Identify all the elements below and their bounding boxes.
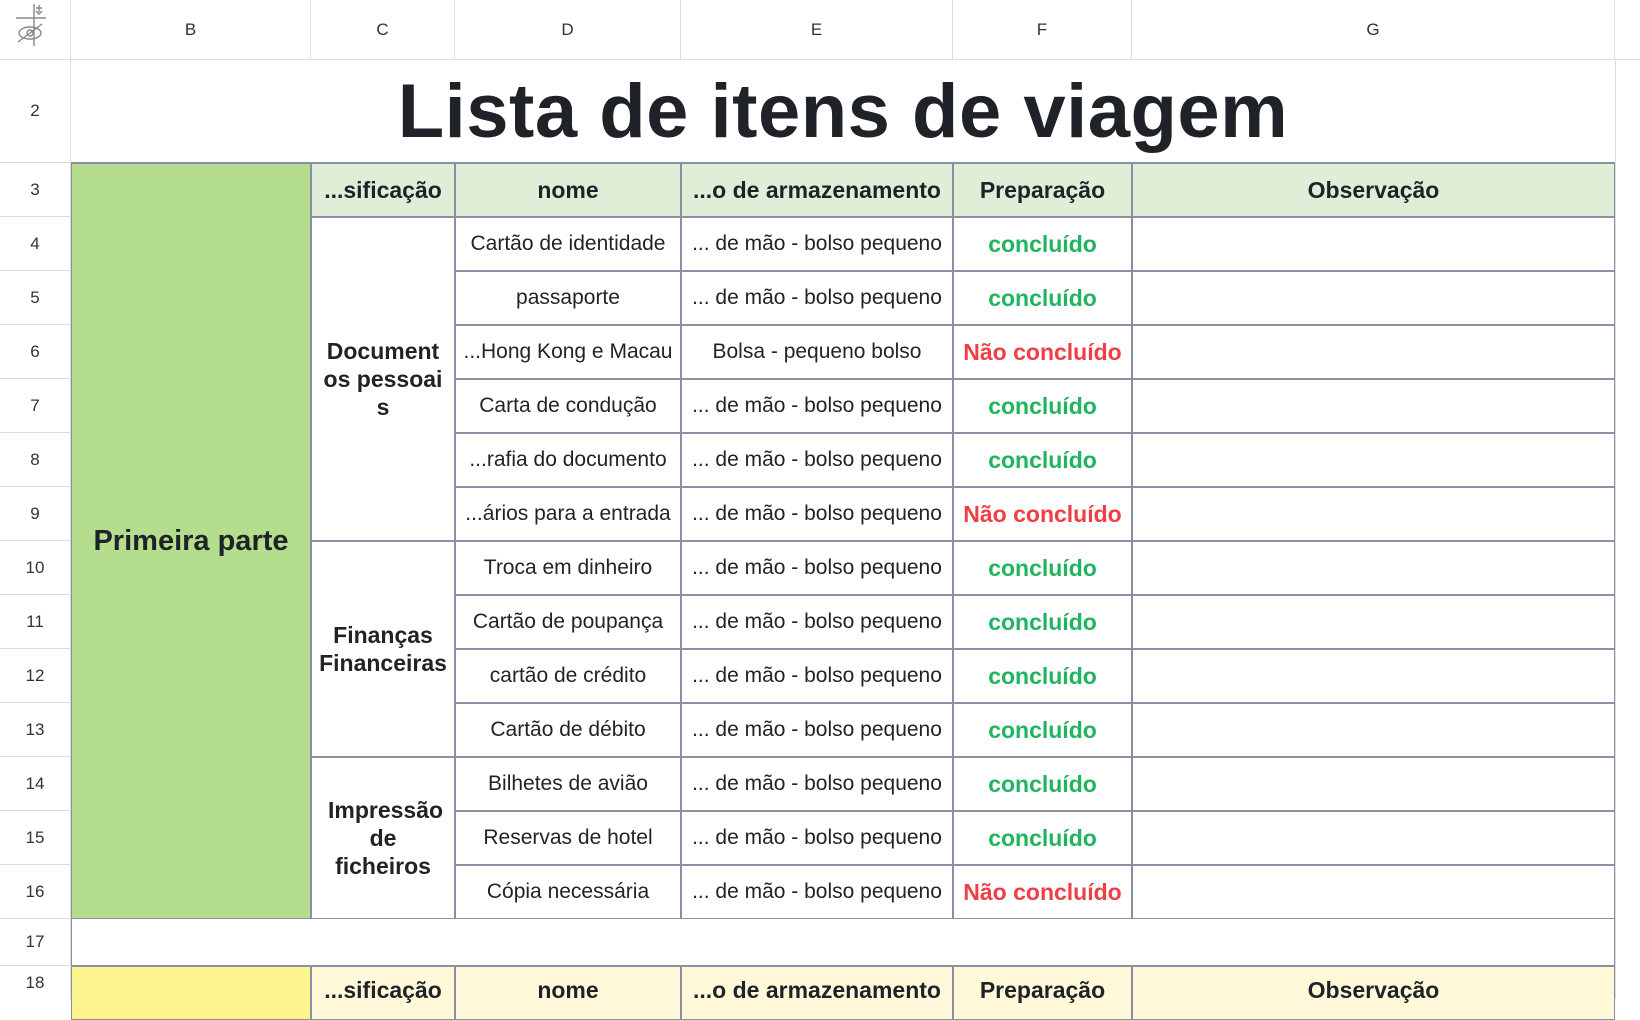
header-classificacao-2[interactable]: ...sificação — [311, 966, 455, 1020]
column-header-blank — [1615, 0, 1640, 60]
item-storage[interactable]: ... de mão - bolso pequeno — [681, 487, 953, 541]
item-name[interactable]: Bilhetes de avião — [455, 757, 681, 811]
item-storage[interactable]: ... de mão - bolso pequeno — [681, 217, 953, 271]
row-header-14[interactable]: 14 — [0, 757, 71, 811]
item-storage[interactable]: ... de mão - bolso pequeno — [681, 271, 953, 325]
row-header-12[interactable]: 12 — [0, 649, 71, 703]
item-observation[interactable] — [1132, 433, 1615, 487]
item-observation[interactable] — [1132, 271, 1615, 325]
row-header-7[interactable]: 7 — [0, 379, 71, 433]
item-storage[interactable]: Bolsa - pequeno bolso — [681, 325, 953, 379]
category-label: Documentos pessoais — [323, 338, 443, 420]
item-observation[interactable] — [1132, 217, 1615, 271]
item-storage[interactable]: ... de mão - bolso pequeno — [681, 379, 953, 433]
item-name[interactable]: Cartão de poupança — [455, 595, 681, 649]
spacer-row[interactable] — [71, 919, 1615, 966]
column-header-f[interactable]: F — [953, 0, 1132, 60]
item-name[interactable]: ...Hong Kong e Macau — [455, 325, 681, 379]
item-name[interactable]: Cartão de identidade — [455, 217, 681, 271]
row-header-8[interactable]: 8 — [0, 433, 71, 487]
item-name[interactable]: Cartão de débito — [455, 703, 681, 757]
item-status-done[interactable]: concluído — [953, 811, 1132, 865]
item-storage[interactable]: ... de mão - bolso pequeno — [681, 541, 953, 595]
column-header-g[interactable]: G — [1132, 0, 1615, 60]
item-status-done[interactable]: concluído — [953, 595, 1132, 649]
select-all-corner[interactable] — [0, 0, 71, 60]
item-name[interactable]: ...rafia do documento — [455, 433, 681, 487]
category-label: Impressão de ficheiros — [328, 797, 444, 879]
column-header-c[interactable]: C — [311, 0, 455, 60]
header-nome[interactable]: nome — [455, 163, 681, 217]
item-status-done[interactable]: concluído — [953, 649, 1132, 703]
item-storage[interactable]: ... de mão - bolso pequeno — [681, 703, 953, 757]
item-name[interactable]: passaporte — [455, 271, 681, 325]
item-observation[interactable] — [1132, 541, 1615, 595]
item-observation[interactable] — [1132, 487, 1615, 541]
category-documentos-pessoais[interactable] — [311, 217, 455, 541]
item-observation[interactable] — [1132, 325, 1615, 379]
header-armazenamento-2[interactable]: ...o de armazenamento — [681, 966, 953, 1020]
item-observation[interactable] — [1132, 811, 1615, 865]
item-name[interactable]: Carta de condução — [455, 379, 681, 433]
item-storage[interactable]: ... de mão - bolso pequeno — [681, 433, 953, 487]
item-status-done[interactable]: concluído — [953, 379, 1132, 433]
item-storage[interactable]: ... de mão - bolso pequeno — [681, 595, 953, 649]
row-header-15[interactable]: 15 — [0, 811, 71, 865]
item-status-not-done[interactable]: Não concluído — [953, 325, 1132, 379]
row-header-6[interactable]: 6 — [0, 325, 71, 379]
item-observation[interactable] — [1132, 595, 1615, 649]
item-observation[interactable] — [1132, 757, 1615, 811]
row-header-4[interactable]: 4 — [0, 217, 71, 271]
page-title[interactable]: Lista de itens de viagem — [71, 60, 1615, 163]
item-storage[interactable]: ... de mão - bolso pequeno — [681, 865, 953, 919]
item-observation[interactable] — [1132, 649, 1615, 703]
item-storage[interactable]: ... de mão - bolso pequeno — [681, 757, 953, 811]
row-header-18[interactable]: 18 — [0, 966, 71, 999]
row-header-5[interactable]: 5 — [0, 271, 71, 325]
column-header-b[interactable]: B — [71, 0, 311, 60]
item-status-done[interactable]: concluído — [953, 703, 1132, 757]
item-storage[interactable]: ... de mão - bolso pequeno — [681, 811, 953, 865]
item-status-done[interactable]: concluído — [953, 541, 1132, 595]
item-observation[interactable] — [1132, 379, 1615, 433]
column-header-e[interactable]: E — [681, 0, 953, 60]
header-preparacao[interactable]: Preparação — [953, 163, 1132, 217]
item-status-not-done[interactable]: Não concluído — [953, 865, 1132, 919]
item-name[interactable]: ...ários para a entrada — [455, 487, 681, 541]
row-header-17[interactable]: 17 — [0, 919, 71, 966]
row-header-2[interactable]: 2 — [0, 60, 71, 163]
item-status-done[interactable]: concluído — [953, 271, 1132, 325]
item-observation[interactable] — [1132, 865, 1615, 919]
category-label: Finanças Financeiras — [319, 622, 447, 676]
header-observacao[interactable]: Observação — [1132, 163, 1615, 217]
row-header-11[interactable]: 11 — [0, 595, 71, 649]
item-status-not-done[interactable]: Não concluído — [953, 487, 1132, 541]
section-label-primeira-parte[interactable]: Primeira parte — [71, 163, 311, 919]
header-classificacao[interactable]: ...sificação — [311, 163, 455, 217]
freeze-panes-icon[interactable] — [14, 2, 48, 48]
category-financas-financeiras[interactable] — [311, 541, 455, 757]
header-observacao-2[interactable]: Observação — [1132, 966, 1615, 1020]
item-status-done[interactable]: concluído — [953, 433, 1132, 487]
row-header-10[interactable]: 10 — [0, 541, 71, 595]
item-name[interactable]: cartão de crédito — [455, 649, 681, 703]
item-observation[interactable] — [1132, 703, 1615, 757]
row-header-9[interactable]: 9 — [0, 487, 71, 541]
row-header-3[interactable]: 3 — [0, 163, 71, 217]
row-header-16[interactable]: 16 — [0, 865, 71, 919]
column-header-d[interactable]: D — [455, 0, 681, 60]
row-header-13[interactable]: 13 — [0, 703, 71, 757]
header-armazenamento[interactable]: ...o de armazenamento — [681, 163, 953, 217]
item-status-done[interactable]: concluído — [953, 217, 1132, 271]
category-impressao-de-ficheiros[interactable] — [311, 757, 455, 919]
header-preparacao-2[interactable]: Preparação — [953, 966, 1132, 1020]
item-name[interactable]: Troca em dinheiro — [455, 541, 681, 595]
item-name[interactable]: Cópia necessária — [455, 865, 681, 919]
item-status-done[interactable]: concluído — [953, 757, 1132, 811]
section-label-second[interactable] — [71, 966, 311, 1020]
item-storage[interactable]: ... de mão - bolso pequeno — [681, 649, 953, 703]
item-name[interactable]: Reservas de hotel — [455, 811, 681, 865]
header-nome-2[interactable]: nome — [455, 966, 681, 1020]
